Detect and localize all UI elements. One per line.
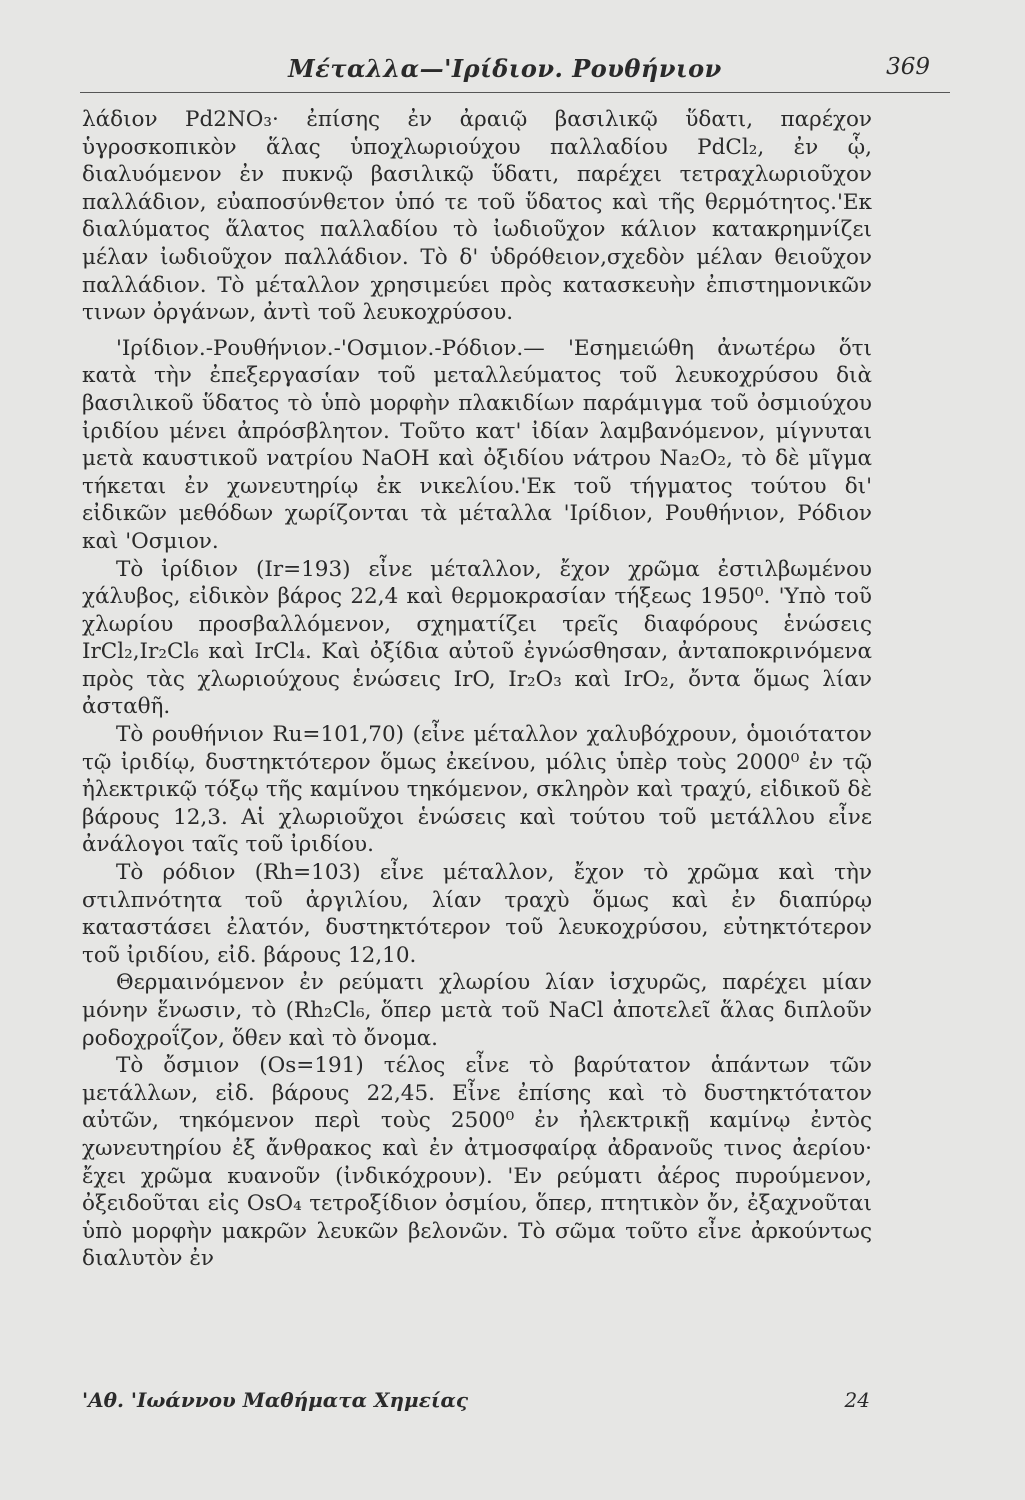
paragraph-palladium: λάδιον Pd2NO₃· ἐπίσης ἐν ἀραιῷ βασιλικῷ ὕδατι, παρέχον ὑγροσκοπικὸν ἅλας ὑποχλωριούχου παλλαδίου PdCl₂, ἐν ᾧ, διαλυόμενον ἐν πυκνῷ βασιλικῷ ὕδατι, παρέχει τετραχλωριοῦχον παλλάδιον, εὐαποσύνθετον ὑπό τε τοῦ ὕδατος καὶ τῆς θερμότητος.'Εκ διαλύματος ἅλατος παλλαδίου τὸ ἰωδιοῦχον κάλιον κατακρημνίζει μέλαν ἰωδιοῦχον παλλάδιον. Τὸ δ' ὑδρόθειον,σχεδὸν μέλαν θειοῦχον παλλάδιον. Τὸ μέταλλον χρησιμεύει πρὸς κατασκευὴν ἐπιστημονικῶν τινων ὀργάνων, ἀντὶ τοῦ λευκοχρύσου. [82, 107, 872, 326]
body-text [82, 106, 872, 1273]
paragraph-ruthenium: Τὸ ρουθήνιον Ru=101,70) (εἶνε μέταλλον χαλυβόχρουν, ὁμοιότατον τῷ ἰριδίῳ, δυστηκτότερον ὅμως ἐκείνου, μόλις ὑπὲρ τοὺς 2000⁰ ἐν τῷ ἠλεκτρικῷ τόξῳ τῆς καμίνου τηκόμενον, σκληρὸν καὶ τραχύ, εἰδικοῦ δὲ βάρους 12,3. Αἱ χλωριοῦχοι ἑνώσεις καὶ τούτου τοῦ μετάλλου εἶνε ἀνάλογοι ταῖς τοῦ ἰριδίου. [82, 722, 872, 858]
paragraph-osmium: Τὸ ὄσμιον (Os=191) τέλος εἶνε τὸ βαρύτατον ἁπάντων τῶν μετάλλων, εἰδ. βάρους 22,45. Εἶνε ἐπίσης καὶ τὸ δυστηκτότατον αὐτῶν, τηκόμενον περὶ τοὺς 2500⁰ ἐν ἠλεκτρικῇ καμίνῳ ἐντὸς χωνευτηρίου ἐξ ἄνθρακος καὶ ἐν ἀτμοσφαίρᾳ ἀδρανοῦς τινος ἀερίου· ἔχει χρῶμα κυανοῦν (ἰνδικόχρουν). 'Εν ρεύματι ἀέρος πυρούμενον, ὀξειδοῦται εἰς OsO₄ τετροξίδιον ὀσμίου, ὅπερ, πτητικὸν ὄν, ἐξαχνοῦται ὑπὸ μορφὴν μακρῶν λευκῶν βελονῶν. Τὸ σῶμα τοῦτο εἶνε ἀρκούντως διαλυτὸν ἐν [82, 1053, 872, 1272]
footer-book-title: 'Αθ. 'Ιωάννου Μαθήματα Χημείας [82, 1388, 469, 1412]
page-footer [82, 1388, 930, 1428]
paragraph-rhodium: Τὸ ρόδιον (Rh=103) εἶνε μέταλλον, ἔχον τὸ χρῶμα καὶ τὴν στιλπνότητα τοῦ ἀργιλίου, λίαν τραχὺ ὅμως καὶ ἐν διαπύρῳ καταστάσει ἐλατόν, δυστηκτότερον τοῦ λευκοχρύσου, εὐτηκτότερον τοῦ ἰριδίου, εἰδ. βάρους 12,10. [82, 860, 872, 968]
page-number: 369 [886, 54, 930, 80]
footer-signature-number: 24 [844, 1388, 870, 1412]
header-title: Μέταλλα—'Ιρίδιον. Ρουθήνιον [288, 54, 722, 83]
running-header [80, 48, 930, 84]
paragraph-iridium: Τὸ ἰρίδιον (Ir=193) εἶνε μέταλλον, ἔχον χρῶμα ἐστιλβωμένου χάλυβος, εἰδικὸν βάρος 22,4 καὶ θερμοκρασίαν τήξεως 1950⁰. 'Υπὸ τοῦ χλωρίου προσβαλλόμενον, σχηματίζει τρεῖς διαφόρους ἑνώσεις IrCl₂,Ir₂Cl₆ καὶ IrCl₄. Καὶ ὀξίδια αὐτοῦ ἐγνώσθησαν, ἀνταποκρινόμενα πρὸς τὰς χλωριούχους ἑνώσεις IrO, Ir₂O₃ καὶ IrO₂, ὄντα ὅμως λίαν ἀσταθῆ. [82, 556, 872, 720]
header-rule [80, 92, 950, 93]
paragraph-platinum-group-intro: 'Ιρίδιον.-Ρουθήνιον.-'Οσμιον.-Ρόδιον.— 'Εσημειώθη ἀνωτέρω ὅτι κατὰ τὴν ἐπεξεργασίαν τοῦ μεταλλεύματος τοῦ λευκοχρύσου διὰ βασιλικοῦ ὕδατος τὸ ὑπὸ μορφὴν πλακιδίων παράμιγμα τοῦ ὀσμιούχου ἰριδίου μένει ἀπρόσβλητον. Τοῦτο κατ' ἰδίαν λαμβανόμενον, μίγνυται μετὰ καυστικοῦ νατρίου NaOH καὶ ὀξιδίου νάτρου Na₂O₂, τὸ δὲ μῖγμα τήκεται ἐν χωνευτηρίῳ ἐκ νικελίου.'Εκ τοῦ τήγματος τούτου δι' εἰδικῶν μεθόδων χωρίζονται τὰ μέταλλα 'Ιρίδιον, Ρουθήνιον, Ρόδιον καὶ 'Οσμιον. [82, 335, 872, 554]
paragraph-rhodium-chloride: Θερμαινόμενον ἐν ρεύματι χλωρίου λίαν ἰσχυρῶς, παρέχει μίαν μόνην ἕνωσιν, τὸ (Rh₂Cl₆, ὅπερ μετὰ τοῦ NaCl ἀποτελεῖ ἅλας διπλοῦν ροδοχροΐζον, ὅθεν καὶ τὸ ὄνομα. [82, 970, 872, 1051]
